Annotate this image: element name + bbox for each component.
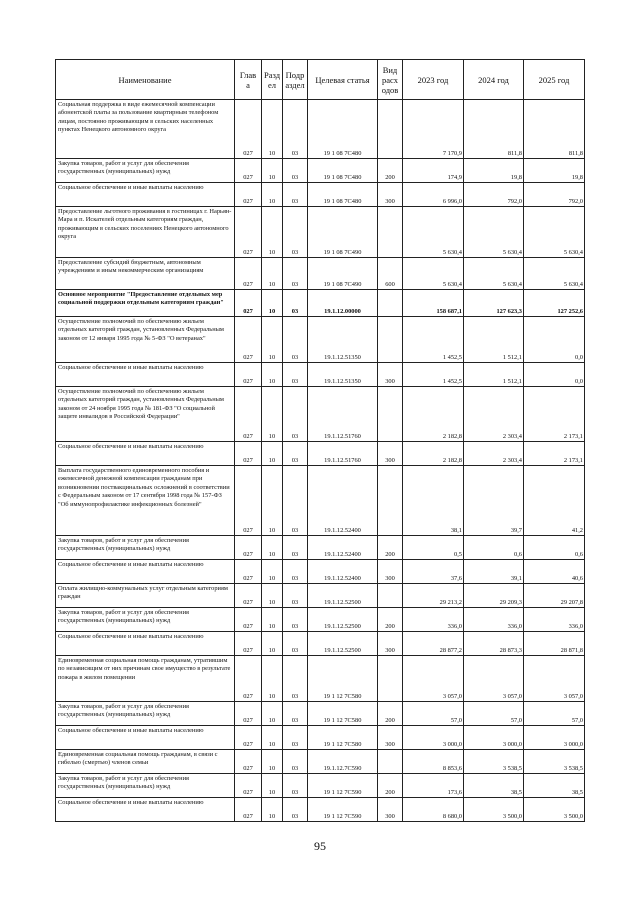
table-cell-razdel: 10 bbox=[262, 798, 283, 822]
table-cell-2023: 5 630,4 bbox=[403, 207, 464, 258]
header-2024: 2024 год bbox=[464, 60, 524, 100]
table-cell-name: Единовременная социальная помощь гражданам, в связи с гибелью (смертью) членов семьи bbox=[56, 750, 235, 774]
table-cell-2024: 3 000,0 bbox=[464, 726, 524, 750]
table-cell-name: Предоставление льготного проживания в гостиницах г. Нарьян-Мара и п. Искателей отдельным категориям граждан, проживающим в сельских поселениях Ненецкого автономного округа bbox=[56, 207, 235, 258]
table-cell-vid: 200 bbox=[378, 608, 403, 632]
header-podrazdel: Подр аздел bbox=[283, 60, 308, 100]
table-cell-statya: 19 1 08 7C480 bbox=[308, 159, 378, 183]
table-cell-name: Закупка товаров, работ и услуг для обеспечения государственных (муниципальных) нужд bbox=[56, 702, 235, 726]
table-cell-podrazdel: 03 bbox=[283, 387, 308, 442]
table-cell-podrazdel: 03 bbox=[283, 656, 308, 702]
header-razdel: Разд ел bbox=[262, 60, 283, 100]
table-body bbox=[56, 100, 585, 822]
table-row bbox=[56, 290, 585, 317]
table-cell-podrazdel: 03 bbox=[283, 183, 308, 207]
table-cell-vid: 200 bbox=[378, 536, 403, 560]
table-cell-razdel: 10 bbox=[262, 584, 283, 608]
table-cell-2023: 8 853,6 bbox=[403, 750, 464, 774]
table-row bbox=[56, 608, 585, 632]
table-cell-glava: 027 bbox=[235, 466, 262, 536]
table-cell-glava: 027 bbox=[235, 726, 262, 750]
table-cell-2023: 7 170,9 bbox=[403, 100, 464, 159]
table-cell-name: Основное мероприятие "Предоставление отдельных мер социальной поддержки отдельным категориям граждан" bbox=[56, 290, 235, 317]
table-cell-2025: 3 000,0 bbox=[524, 726, 585, 750]
table-cell-name: Социальное обеспечение и иные выплаты населению bbox=[56, 726, 235, 750]
table-cell-name: Социальная поддержка в виде ежемесячной компенсации абонентской платы за пользование квартирным телефоном лицам, постоянно проживающим в сельских населенных пунктах Ненецкого автономного округа bbox=[56, 100, 235, 159]
table-cell-razdel: 10 bbox=[262, 442, 283, 466]
table-cell-podrazdel: 03 bbox=[283, 363, 308, 387]
table-cell-2023: 1 452,5 bbox=[403, 363, 464, 387]
table-cell-2023: 2 182,8 bbox=[403, 387, 464, 442]
table-cell-2024: 29 209,3 bbox=[464, 584, 524, 608]
table-cell-2025: 29 207,8 bbox=[524, 584, 585, 608]
header-name: Наименование bbox=[56, 60, 235, 100]
header-glava: Глав а bbox=[235, 60, 262, 100]
table-cell-vid bbox=[378, 656, 403, 702]
table-cell-2025: 336,0 bbox=[524, 608, 585, 632]
table-cell-vid: 300 bbox=[378, 442, 403, 466]
table-cell-statya: 19.1.12.52400 bbox=[308, 560, 378, 584]
table-cell-statya: 19 1 08 7C490 bbox=[308, 207, 378, 258]
table-cell-glava: 027 bbox=[235, 750, 262, 774]
table-cell-statya: 19.1.12.51760 bbox=[308, 387, 378, 442]
table-cell-statya: 19.1.12.52400 bbox=[308, 466, 378, 536]
table-cell-2024: 28 873,3 bbox=[464, 632, 524, 656]
table-cell-2024: 3 500,0 bbox=[464, 798, 524, 822]
table-cell-statya: 19.1.12.52400 bbox=[308, 536, 378, 560]
table-cell-glava: 027 bbox=[235, 207, 262, 258]
table-cell-podrazdel: 03 bbox=[283, 798, 308, 822]
table-cell-name: Закупка товаров, работ и услуг для обеспечения государственных (муниципальных) нужд bbox=[56, 159, 235, 183]
table-cell-glava: 027 bbox=[235, 183, 262, 207]
table-cell-2025: 28 871,8 bbox=[524, 632, 585, 656]
table-cell-2023: 174,9 bbox=[403, 159, 464, 183]
table-cell-2023: 57,0 bbox=[403, 702, 464, 726]
table-cell-2024: 792,0 bbox=[464, 183, 524, 207]
table-cell-statya: 19 1 12 7C590 bbox=[308, 774, 378, 798]
table-cell-2024: 336,0 bbox=[464, 608, 524, 632]
table-cell-statya: 19.1.12.51350 bbox=[308, 363, 378, 387]
table-cell-2023: 158 687,1 bbox=[403, 290, 464, 317]
table-row bbox=[56, 632, 585, 656]
table-cell-razdel: 10 bbox=[262, 100, 283, 159]
table-cell-razdel: 10 bbox=[262, 159, 283, 183]
table-cell-vid bbox=[378, 750, 403, 774]
table-cell-statya: 19.1.12.52500 bbox=[308, 584, 378, 608]
table-row bbox=[56, 363, 585, 387]
table-cell-2024: 1 512,1 bbox=[464, 317, 524, 363]
table-cell-glava: 027 bbox=[235, 317, 262, 363]
table-cell-name: Закупка товаров, работ и услуг для обеспечения государственных (муниципальных) нужд bbox=[56, 608, 235, 632]
table-cell-statya: 19.1.12.00000 bbox=[308, 290, 378, 317]
table-cell-vid bbox=[378, 207, 403, 258]
table-cell-2023: 0,5 bbox=[403, 536, 464, 560]
table-cell-2024: 39,7 bbox=[464, 466, 524, 536]
table-cell-name: Социальное обеспечение и иные выплаты населению bbox=[56, 442, 235, 466]
table-cell-glava: 027 bbox=[235, 584, 262, 608]
table-cell-razdel: 10 bbox=[262, 387, 283, 442]
table-cell-2024: 0,6 bbox=[464, 536, 524, 560]
table-cell-glava: 027 bbox=[235, 100, 262, 159]
table-cell-2025: 0,6 bbox=[524, 536, 585, 560]
table-cell-glava: 027 bbox=[235, 258, 262, 290]
table-cell-vid bbox=[378, 100, 403, 159]
table-cell-2024: 2 303,4 bbox=[464, 442, 524, 466]
budget-table bbox=[55, 59, 585, 822]
table-cell-podrazdel: 03 bbox=[283, 159, 308, 183]
table-cell-2023: 3 057,0 bbox=[403, 656, 464, 702]
table-cell-2024: 1 512,1 bbox=[464, 363, 524, 387]
table-cell-name: Осуществление полномочий по обеспечению жильем отдельных категорий граждан, установленных Федеральным законом от 12 января 1995 года № 5-ФЗ "О ветеранах" bbox=[56, 317, 235, 363]
table-cell-glava: 027 bbox=[235, 798, 262, 822]
table-cell-name: Социальное обеспечение и иные выплаты населению bbox=[56, 798, 235, 822]
table-cell-razdel: 10 bbox=[262, 317, 283, 363]
table-row bbox=[56, 656, 585, 702]
table-cell-2025: 19,8 bbox=[524, 159, 585, 183]
table-cell-2024: 38,5 bbox=[464, 774, 524, 798]
table-cell-2025: 3 500,0 bbox=[524, 798, 585, 822]
table-cell-2023: 37,6 bbox=[403, 560, 464, 584]
table-cell-statya: 19.1.12.52500 bbox=[308, 608, 378, 632]
table-cell-name: Предоставление субсидий бюджетным, автономным учреждениям и иным некоммерческим организациям bbox=[56, 258, 235, 290]
table-cell-razdel: 10 bbox=[262, 656, 283, 702]
table-cell-2024: 39,1 bbox=[464, 560, 524, 584]
table-cell-razdel: 10 bbox=[262, 290, 283, 317]
table-row bbox=[56, 317, 585, 363]
table-cell-podrazdel: 03 bbox=[283, 317, 308, 363]
table-cell-2023: 6 996,0 bbox=[403, 183, 464, 207]
table-row bbox=[56, 798, 585, 822]
table-cell-glava: 027 bbox=[235, 159, 262, 183]
table-cell-2025: 2 173,1 bbox=[524, 442, 585, 466]
table-cell-name: Осуществление полномочий по обеспечению жильем отдельных категорий граждан, установленных Федеральным законом от 24 ноября 1995 года № 181-ФЗ "О социальной защите инвалидов в Российской Федерации" bbox=[56, 387, 235, 442]
table-cell-2023: 29 213,2 bbox=[403, 584, 464, 608]
table-cell-vid bbox=[378, 387, 403, 442]
table-cell-vid: 300 bbox=[378, 632, 403, 656]
table-cell-2024: 127 623,3 bbox=[464, 290, 524, 317]
table-cell-podrazdel: 03 bbox=[283, 560, 308, 584]
table-cell-razdel: 10 bbox=[262, 536, 283, 560]
table-cell-statya: 19.1.12.51760 bbox=[308, 442, 378, 466]
table-cell-name: Социальное обеспечение и иные выплаты населению bbox=[56, 183, 235, 207]
table-row bbox=[56, 726, 585, 750]
table-row bbox=[56, 466, 585, 536]
table-cell-podrazdel: 03 bbox=[283, 290, 308, 317]
table-cell-name: Выплата государственного единовременного пособия и ежемесячной денежной компенсации гражданам при возникновении поствакцинальных осложнений в соответствии с Федеральным законом от 17 сентября 1998 года № 157-ФЗ "Об иммунопрофилактике инфекционных болезней" bbox=[56, 466, 235, 536]
table-cell-2023: 28 877,2 bbox=[403, 632, 464, 656]
table-cell-2023: 3 000,0 bbox=[403, 726, 464, 750]
table-row bbox=[56, 536, 585, 560]
table-row bbox=[56, 207, 585, 258]
table-row bbox=[56, 258, 585, 290]
table-cell-podrazdel: 03 bbox=[283, 536, 308, 560]
table-cell-vid: 200 bbox=[378, 774, 403, 798]
table-cell-statya: 19 1 08 7C480 bbox=[308, 100, 378, 159]
header-2025: 2025 год bbox=[524, 60, 585, 100]
table-row bbox=[56, 387, 585, 442]
table-cell-podrazdel: 03 bbox=[283, 774, 308, 798]
table-cell-2025: 0,0 bbox=[524, 317, 585, 363]
table-cell-2025: 811,8 bbox=[524, 100, 585, 159]
table-cell-podrazdel: 03 bbox=[283, 702, 308, 726]
table-cell-razdel: 10 bbox=[262, 466, 283, 536]
table-cell-glava: 027 bbox=[235, 608, 262, 632]
table-cell-glava: 027 bbox=[235, 702, 262, 726]
table-cell-podrazdel: 03 bbox=[283, 726, 308, 750]
table-cell-2023: 38,1 bbox=[403, 466, 464, 536]
table-row bbox=[56, 100, 585, 159]
table-cell-name: Социальное обеспечение и иные выплаты населению bbox=[56, 560, 235, 584]
table-cell-2023: 336,0 bbox=[403, 608, 464, 632]
table-row bbox=[56, 442, 585, 466]
table-row bbox=[56, 750, 585, 774]
table-cell-2023: 1 452,5 bbox=[403, 317, 464, 363]
table-cell-name: Единовременная социальная помощь гражданам, утратившим по независящим от них причинам свое имущество в результате пожара в жилом помещении bbox=[56, 656, 235, 702]
table-cell-2025: 2 173,1 bbox=[524, 387, 585, 442]
table-cell-2024: 19,8 bbox=[464, 159, 524, 183]
table-row bbox=[56, 702, 585, 726]
table-cell-razdel: 10 bbox=[262, 207, 283, 258]
table-cell-2025: 3 538,5 bbox=[524, 750, 585, 774]
table-cell-statya: 19 1 08 7C480 bbox=[308, 183, 378, 207]
table-header-row bbox=[56, 60, 585, 100]
table-cell-2025: 41,2 bbox=[524, 466, 585, 536]
table-cell-vid: 300 bbox=[378, 798, 403, 822]
table-cell-razdel: 10 bbox=[262, 632, 283, 656]
table-row bbox=[56, 584, 585, 608]
table-cell-glava: 027 bbox=[235, 632, 262, 656]
table-cell-razdel: 10 bbox=[262, 750, 283, 774]
table-cell-vid bbox=[378, 584, 403, 608]
table-cell-glava: 027 bbox=[235, 656, 262, 702]
table-cell-vid: 300 bbox=[378, 363, 403, 387]
table-row bbox=[56, 183, 585, 207]
header-statya: Целевая статья bbox=[308, 60, 378, 100]
table-cell-2025: 40,6 bbox=[524, 560, 585, 584]
table-cell-glava: 027 bbox=[235, 536, 262, 560]
table-cell-glava: 027 bbox=[235, 774, 262, 798]
table-cell-name: Закупка товаров, работ и услуг для обеспечения государственных (муниципальных) нужд bbox=[56, 774, 235, 798]
table-cell-2025: 5 630,4 bbox=[524, 207, 585, 258]
table-cell-statya: 19.1.12.52500 bbox=[308, 632, 378, 656]
table-row bbox=[56, 159, 585, 183]
table-cell-2025: 3 057,0 bbox=[524, 656, 585, 702]
table-cell-statya: 19 1 12 7C580 bbox=[308, 656, 378, 702]
table-cell-podrazdel: 03 bbox=[283, 584, 308, 608]
table-cell-2023: 5 630,4 bbox=[403, 258, 464, 290]
table-cell-podrazdel: 03 bbox=[283, 750, 308, 774]
table-cell-2024: 57,0 bbox=[464, 702, 524, 726]
table-cell-razdel: 10 bbox=[262, 560, 283, 584]
table-cell-podrazdel: 03 bbox=[283, 466, 308, 536]
table-cell-2023: 2 182,8 bbox=[403, 442, 464, 466]
table-cell-glava: 027 bbox=[235, 290, 262, 317]
table-cell-razdel: 10 bbox=[262, 608, 283, 632]
table-cell-vid bbox=[378, 466, 403, 536]
table-cell-vid bbox=[378, 317, 403, 363]
table-cell-razdel: 10 bbox=[262, 726, 283, 750]
table-cell-2023: 8 680,0 bbox=[403, 798, 464, 822]
page-number: 95 bbox=[314, 839, 326, 853]
table-cell-vid: 200 bbox=[378, 159, 403, 183]
table-cell-glava: 027 bbox=[235, 560, 262, 584]
table-cell-2025: 0,0 bbox=[524, 363, 585, 387]
table-cell-glava: 027 bbox=[235, 442, 262, 466]
table-cell-2023: 173,6 bbox=[403, 774, 464, 798]
table-cell-razdel: 10 bbox=[262, 363, 283, 387]
table-cell-vid: 200 bbox=[378, 702, 403, 726]
table-cell-name: Социальное обеспечение и иные выплаты населению bbox=[56, 632, 235, 656]
header-2023: 2023 год bbox=[403, 60, 464, 100]
table-cell-2024: 3 538,5 bbox=[464, 750, 524, 774]
table-cell-2025: 792,0 bbox=[524, 183, 585, 207]
table-cell-razdel: 10 bbox=[262, 258, 283, 290]
table-cell-statya: 19.1.12.7C590 bbox=[308, 750, 378, 774]
table-cell-razdel: 10 bbox=[262, 774, 283, 798]
table-cell-name: Социальное обеспечение и иные выплаты населению bbox=[56, 363, 235, 387]
table-cell-podrazdel: 03 bbox=[283, 258, 308, 290]
table-cell-statya: 19 1 12 7C580 bbox=[308, 702, 378, 726]
table-row bbox=[56, 774, 585, 798]
table-cell-podrazdel: 03 bbox=[283, 207, 308, 258]
table-cell-podrazdel: 03 bbox=[283, 100, 308, 159]
table-cell-vid: 300 bbox=[378, 560, 403, 584]
table-cell-statya: 19 1 08 7C490 bbox=[308, 258, 378, 290]
table-cell-2024: 5 630,4 bbox=[464, 258, 524, 290]
table-cell-razdel: 10 bbox=[262, 183, 283, 207]
table-cell-statya: 19.1.12.51350 bbox=[308, 317, 378, 363]
table-cell-podrazdel: 03 bbox=[283, 632, 308, 656]
table-cell-2024: 3 057,0 bbox=[464, 656, 524, 702]
table-cell-2025: 38,5 bbox=[524, 774, 585, 798]
table-cell-2025: 127 252,6 bbox=[524, 290, 585, 317]
table-cell-podrazdel: 03 bbox=[283, 608, 308, 632]
table-cell-razdel: 10 bbox=[262, 702, 283, 726]
table-cell-vid bbox=[378, 290, 403, 317]
header-vid: Вид расх одов bbox=[378, 60, 403, 100]
table-cell-glava: 027 bbox=[235, 387, 262, 442]
table-cell-podrazdel: 03 bbox=[283, 442, 308, 466]
table-cell-statya: 19 1 12 7C580 bbox=[308, 726, 378, 750]
table-cell-vid: 600 bbox=[378, 258, 403, 290]
table-cell-glava: 027 bbox=[235, 363, 262, 387]
table-cell-2024: 5 630,4 bbox=[464, 207, 524, 258]
table-cell-name: Оплата жилищно-коммунальных услуг отдельным категориям граждан bbox=[56, 584, 235, 608]
table-cell-vid: 300 bbox=[378, 183, 403, 207]
table-cell-2024: 2 303,4 bbox=[464, 387, 524, 442]
table-cell-2025: 57,0 bbox=[524, 702, 585, 726]
table-cell-2025: 5 630,4 bbox=[524, 258, 585, 290]
table-cell-statya: 19 1 12 7C590 bbox=[308, 798, 378, 822]
table-cell-name: Закупка товаров, работ и услуг для обеспечения государственных (муниципальных) нужд bbox=[56, 536, 235, 560]
table-cell-2024: 811,8 bbox=[464, 100, 524, 159]
table-row bbox=[56, 560, 585, 584]
table-cell-vid: 300 bbox=[378, 726, 403, 750]
